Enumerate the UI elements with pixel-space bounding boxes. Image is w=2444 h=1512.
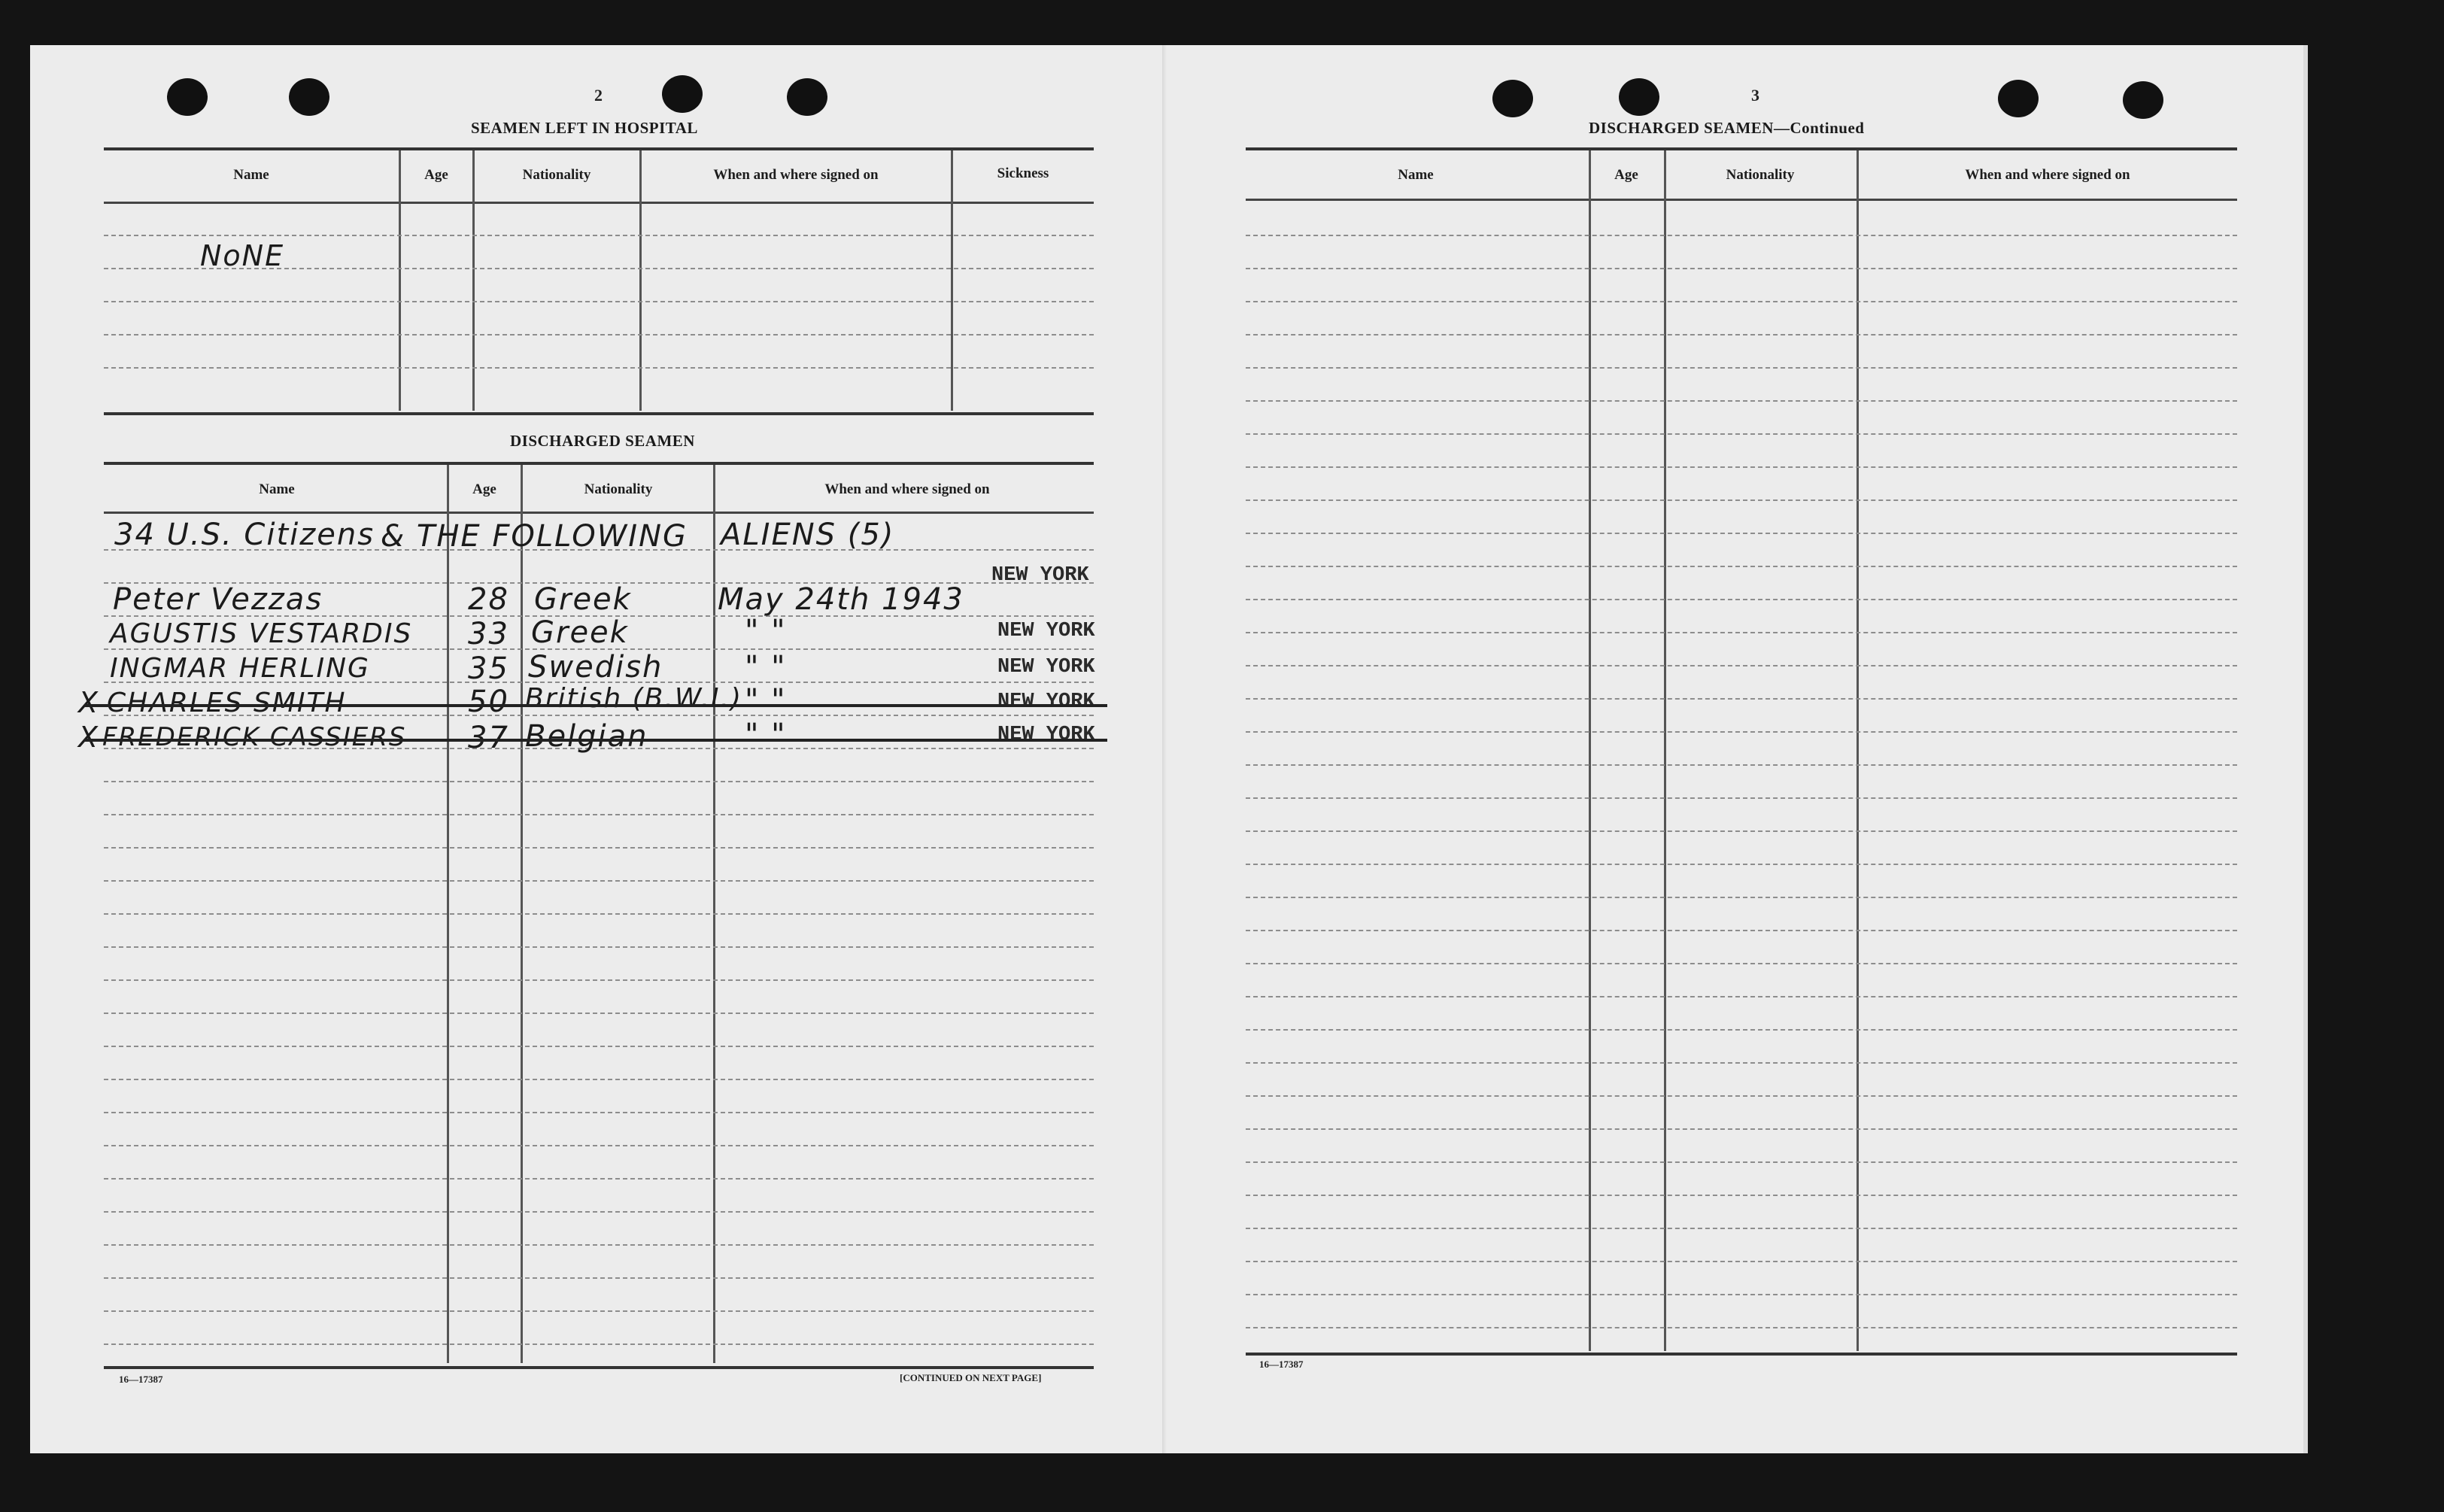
- row-rule: [104, 1046, 1094, 1047]
- entry-signed-on: " ": [745, 718, 787, 752]
- hospital-entry-none: NoNE: [200, 239, 285, 272]
- entry-name: AGUSTIS VESTARDIS: [110, 618, 413, 649]
- row-rule: [104, 979, 1094, 981]
- row-rule: [1246, 996, 2237, 997]
- row-rule: [1246, 268, 2237, 269]
- row-rule: [1246, 1161, 2237, 1163]
- entry-nationality: British (B.W.I.): [525, 683, 743, 714]
- row-rule: [104, 913, 1094, 915]
- strike-through-line: [84, 704, 1107, 707]
- strike-through-line: [84, 739, 1107, 742]
- punch-hole: [1492, 80, 1533, 117]
- punch-hole: [662, 75, 703, 113]
- col-header-signed-on: When and where signed on: [713, 167, 879, 183]
- col-header-nationality: Nationality: [1726, 167, 1795, 183]
- entry-age: 50: [468, 685, 509, 719]
- row-rule: [1246, 433, 2237, 435]
- punch-hole: [2123, 81, 2163, 119]
- row-rule: [1246, 334, 2237, 335]
- row-rule: [1246, 599, 2237, 600]
- entry-stamp: NEW YORK: [997, 724, 1095, 746]
- row-rule: [104, 1310, 1094, 1312]
- row-rule: [104, 1244, 1094, 1246]
- row-rule: [1246, 698, 2237, 700]
- col-divider: [472, 150, 475, 411]
- continued-header-rule: [1246, 199, 2237, 201]
- row-rule: [1246, 1195, 2237, 1196]
- col-divider: [639, 150, 642, 411]
- entry-nationality: Greek: [534, 582, 632, 617]
- row-rule: [1246, 400, 2237, 402]
- discharged-continued-table: [1246, 147, 2237, 1356]
- punch-hole: [787, 78, 827, 116]
- page-number-left: 2: [594, 86, 603, 105]
- row-rule: [1246, 466, 2237, 468]
- punch-hole: [289, 78, 329, 116]
- entry-signed-on: " ": [745, 614, 787, 648]
- form-number-right: 16—17387: [1259, 1359, 1304, 1370]
- col-divider: [951, 150, 953, 411]
- col-header-name: Name: [233, 167, 269, 183]
- entry-signed-on: May 24th 1943: [718, 582, 964, 617]
- row-rule: [1246, 1294, 2237, 1295]
- col-header-age: Age: [424, 167, 448, 183]
- row-rule: [1246, 864, 2237, 865]
- page-fold: [1162, 45, 1167, 1453]
- entry-age: 33: [468, 617, 509, 651]
- intro-following: & THE FOLLOWING: [381, 519, 688, 554]
- entry-age: 37: [468, 721, 509, 755]
- discharged-continued-heading: DISCHARGED SEAMEN—Continued: [1589, 119, 1865, 137]
- hospital-header-rule: [104, 202, 1094, 204]
- row-rule: [104, 1013, 1094, 1014]
- row-rule: [104, 1079, 1094, 1080]
- row-rule: [104, 1277, 1094, 1279]
- row-rule: [104, 235, 1094, 236]
- cross-mark: X: [78, 686, 100, 719]
- row-rule: [1246, 665, 2237, 666]
- row-rule: [1246, 731, 2237, 733]
- discharged-heading: DISCHARGED SEAMEN: [510, 432, 695, 450]
- row-rule: [104, 880, 1094, 882]
- row-rule: [1246, 235, 2237, 236]
- row-rule: [104, 946, 1094, 948]
- entry-signed-on: " ": [745, 683, 787, 718]
- row-rule: [1246, 830, 2237, 832]
- row-rule: [1246, 963, 2237, 964]
- entry-signed-on: " ": [745, 650, 787, 685]
- row-rule: [1246, 1228, 2237, 1229]
- row-rule: [1246, 367, 2237, 369]
- row-rule: [104, 367, 1094, 369]
- cross-mark: X: [78, 721, 100, 754]
- entry-stamp: NEW YORK: [991, 564, 1089, 587]
- col-divider: [1589, 150, 1591, 1351]
- row-rule: [1246, 797, 2237, 799]
- entry-stamp: NEW YORK: [997, 620, 1095, 642]
- form-number-left: 16—17387: [119, 1374, 163, 1385]
- row-rule: [104, 1112, 1094, 1113]
- col-divider: [399, 150, 401, 411]
- row-rule: [1246, 301, 2237, 302]
- row-rule: [1246, 1128, 2237, 1130]
- row-rule: [1246, 1261, 2237, 1262]
- row-rule: [104, 301, 1094, 302]
- row-rule: [104, 1178, 1094, 1180]
- col-header-signed-on: When and where signed on: [1965, 167, 2130, 183]
- col-header-name: Name: [259, 481, 295, 497]
- entry-name: FREDERICK CASSIERS: [102, 722, 407, 752]
- row-rule: [1246, 632, 2237, 633]
- punch-hole: [167, 78, 208, 116]
- entry-name: Peter Vezzas: [113, 582, 323, 617]
- col-divider: [1857, 150, 1859, 1351]
- row-rule: [1246, 764, 2237, 766]
- intro-citizens: 34 U.S. Citizens: [114, 518, 375, 552]
- col-header-nationality: Nationality: [522, 167, 591, 183]
- punch-hole: [1619, 78, 1659, 116]
- entry-nationality: Greek: [531, 615, 629, 650]
- row-rule: [104, 334, 1094, 335]
- col-header-signed-on: When and where signed on: [824, 481, 990, 497]
- row-rule: [104, 814, 1094, 815]
- entry-name: INGMAR HERLING: [110, 653, 370, 684]
- row-rule: [1246, 566, 2237, 567]
- row-rule: [1246, 897, 2237, 898]
- continued-note: [CONTINUED ON NEXT PAGE]: [900, 1372, 1042, 1383]
- entry-age: 28: [468, 582, 509, 617]
- row-rule: [104, 847, 1094, 849]
- entry-stamp: NEW YORK: [997, 691, 1095, 713]
- col-header-name: Name: [1398, 167, 1434, 183]
- col-header-age: Age: [1614, 167, 1638, 183]
- hospital-heading: SEAMEN LEFT IN HOSPITAL: [471, 119, 698, 137]
- col-header-sickness: Sickness: [997, 165, 1049, 181]
- entry-stamp: NEW YORK: [997, 656, 1095, 679]
- page-number-right: 3: [1751, 86, 1759, 105]
- row-rule: [1246, 499, 2237, 501]
- entry-name: CHARLES SMITH: [107, 688, 347, 718]
- row-rule: [1246, 1095, 2237, 1097]
- col-divider: [1664, 150, 1666, 1351]
- col-header-nationality: Nationality: [584, 481, 653, 497]
- entry-nationality: Belgian: [525, 719, 648, 754]
- col-header-age: Age: [472, 481, 496, 497]
- punch-hole: [1998, 80, 2039, 117]
- row-rule: [1246, 930, 2237, 931]
- row-rule: [104, 1211, 1094, 1213]
- row-rule: [104, 781, 1094, 782]
- row-rule: [1246, 1029, 2237, 1031]
- row-rule: [1246, 1327, 2237, 1328]
- row-rule: [1246, 1062, 2237, 1064]
- row-rule: [104, 1343, 1094, 1345]
- row-rule: [1246, 533, 2237, 534]
- intro-aliens: ALIENS (5): [721, 518, 895, 552]
- entry-age: 35: [468, 651, 509, 686]
- entry-nationality: Swedish: [528, 650, 663, 685]
- discharged-header-rule: [104, 512, 1094, 514]
- row-rule: [104, 1145, 1094, 1146]
- hospital-table: [104, 147, 1094, 415]
